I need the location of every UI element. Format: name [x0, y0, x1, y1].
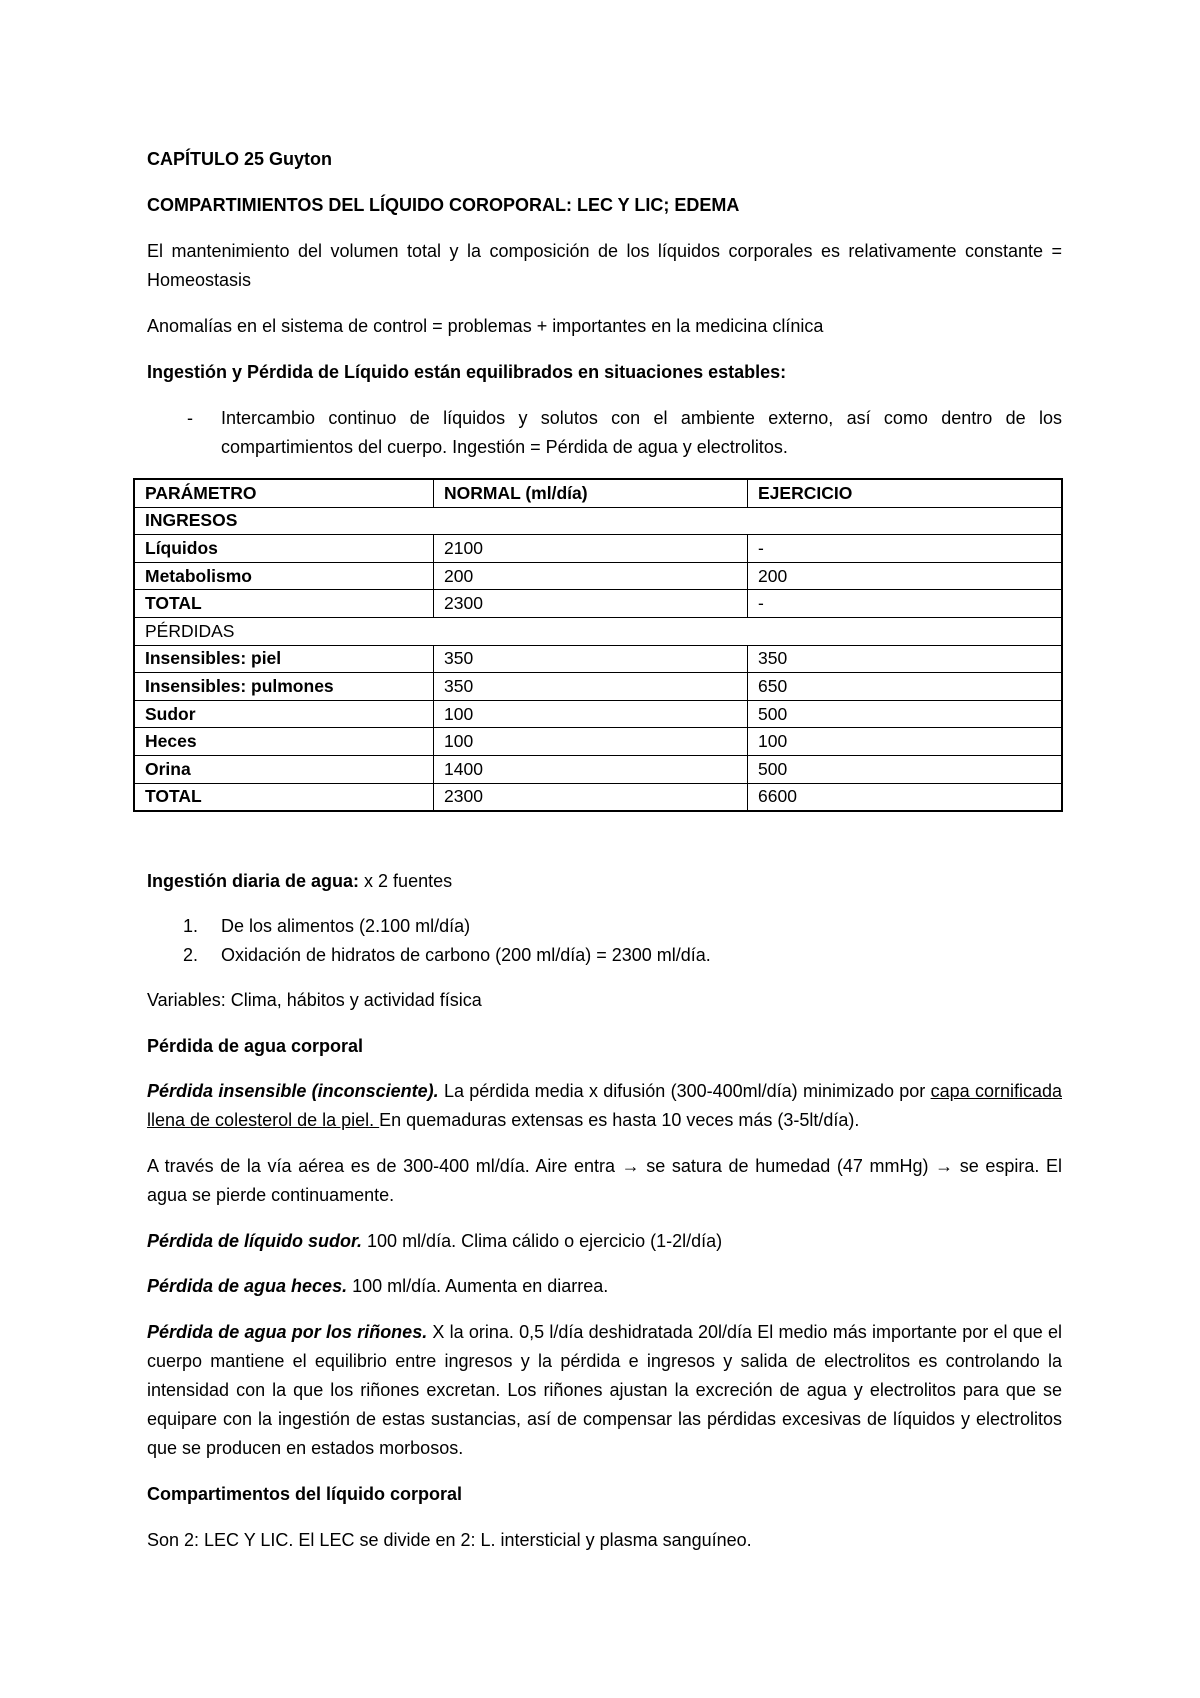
rinones-text: X la orina. 0,5 l/día deshidratada 20l/día El medio más importante por el que el cuerpo mantiene el equilibrio entre ingresos y la pérdida e ingresos y salida de electrolitos es controlando la intensidad con la que los riñones excretan. Los riñones ajustan la excreción de agua y electrolitos para que se equipare con la ingestión de estas sustancias, así de compensar las pérdidas excesivas de líquidos y electrolitos que se producen en estados morbosos.	[147, 1322, 1062, 1458]
insensible-text-2: En quemaduras extensas es hasta 10 veces más (3-5lt/día).	[379, 1110, 860, 1130]
table-row	[134, 645, 1062, 673]
row-normal: 2300	[434, 783, 748, 811]
list-number: 2.	[183, 945, 199, 965]
table-row	[134, 673, 1062, 701]
row-normal: 350	[434, 645, 748, 673]
row-ejercicio: 350	[748, 645, 1063, 673]
table-header: PARÁMETRO	[134, 479, 434, 507]
row-ejercicio: -	[748, 590, 1063, 618]
bullet-item: Intercambio continuo de líquidos y solutos con el ambiente externo, así como dentro de los compartimientos del cuerpo. Ingestión = Pérdida de agua y electrolitos.	[221, 408, 1062, 457]
row-normal: 2100	[434, 535, 748, 563]
row-label: TOTAL	[134, 590, 434, 618]
row-normal: 2300	[434, 590, 748, 618]
insensible-label: Pérdida insensible (inconsciente).	[147, 1081, 439, 1101]
row-ejercicio: 100	[748, 728, 1063, 756]
chapter-heading: CAPÍTULO 25 Guyton	[147, 149, 333, 169]
row-normal: 350	[434, 673, 748, 701]
rinones-label: Pérdida de agua por los riñones.	[147, 1322, 428, 1342]
row-label: Insensibles: piel	[134, 645, 434, 673]
anomalies-paragraph: Anomalías en el sistema de control = problemas + importantes en la medicina clínica	[147, 316, 824, 336]
via-aerea-paragraph: A través de la vía aérea es de 300-400 ml/día. Aire entra → se satura de humedad (47 mmHg) → se espira. El agua se pierde continuamente.	[147, 1156, 1062, 1205]
table-row	[134, 728, 1062, 756]
row-normal: 1400	[434, 755, 748, 783]
insensible-paragraph	[147, 1077, 1062, 1135]
row-ejercicio: 6600	[748, 783, 1063, 811]
perdida-heading: Pérdida de agua corporal	[147, 1036, 364, 1056]
table-row	[134, 590, 1062, 618]
row-ejercicio: -	[748, 535, 1063, 563]
table-row	[134, 755, 1062, 783]
row-normal: 100	[434, 728, 748, 756]
row-ejercicio: 200	[748, 562, 1063, 590]
row-normal: 100	[434, 700, 748, 728]
intro-paragraph: El mantenimiento del volumen total y la composición de los líquidos corporales es relativamente constante = Homeostasis	[147, 241, 1062, 290]
diaria-text: x 2 fuentes	[359, 871, 453, 891]
compartimentos-paragraph: Son 2: LEC Y LIC. El LEC se divide en 2: L. intersticial y plasma sanguíneo.	[147, 1530, 752, 1550]
document-title: COMPARTIMIENTOS DEL LÍQUIDO COROPORAL: LEC Y LIC; EDEMA	[147, 195, 740, 215]
heces-label: Pérdida de agua heces.	[147, 1276, 348, 1296]
table-row	[134, 783, 1062, 811]
row-label: TOTAL	[134, 783, 434, 811]
row-label: Insensibles: pulmones	[134, 673, 434, 701]
row-ejercicio: 500	[748, 755, 1063, 783]
sudor-paragraph	[147, 1227, 1062, 1256]
section-perdidas: PÉRDIDAS	[134, 617, 1062, 645]
compartimentos-heading: Compartimentos del líquido corporal	[147, 1484, 463, 1504]
table-header-row	[134, 479, 1062, 507]
bullet-dash: -	[187, 408, 193, 428]
list-text: De los alimentos (2.100 ml/día)	[221, 916, 471, 936]
diaria-label: Ingestión diaria de agua:	[147, 871, 360, 891]
row-label: Orina	[134, 755, 434, 783]
row-normal: 200	[434, 562, 748, 590]
table-row	[134, 535, 1062, 563]
rinones-paragraph	[147, 1318, 1062, 1463]
row-label: Heces	[134, 728, 434, 756]
sudor-text: 100 ml/día. Clima cálido o ejercicio (1-2l/día)	[362, 1231, 723, 1251]
sudor-label: Pérdida de líquido sudor.	[147, 1231, 363, 1251]
diaria-paragraph	[147, 867, 1062, 896]
table-header: EJERCICIO	[748, 479, 1063, 507]
table-header: NORMAL (ml/día)	[434, 479, 748, 507]
list-text: Oxidación de hidratos de carbono (200 ml/día) = 2300 ml/día.	[221, 945, 711, 965]
table-row	[134, 562, 1062, 590]
insensible-underlined: capa cornificada llena de colesterol de la piel.	[147, 1081, 1062, 1130]
row-ejercicio: 500	[748, 700, 1063, 728]
list-number: 1.	[183, 916, 199, 936]
table-row	[134, 700, 1062, 728]
section-ingresos: INGRESOS	[134, 507, 1062, 535]
fluid-balance-table	[133, 478, 1063, 812]
heces-text: 100 ml/día. Aumenta en diarrea.	[347, 1276, 609, 1296]
row-label: Sudor	[134, 700, 434, 728]
variables-paragraph: Variables: Clima, hábitos y actividad física	[147, 990, 482, 1010]
insensible-text: La pérdida media x difusión (300-400ml/día) minimizado por	[438, 1081, 931, 1101]
ingestion-heading: Ingestión y Pérdida de Líquido están equilibrados en situaciones estables:	[147, 362, 787, 382]
row-label: Metabolismo	[134, 562, 434, 590]
row-label: Líquidos	[134, 535, 434, 563]
table-section-row	[134, 507, 1062, 535]
heces-paragraph	[147, 1272, 1062, 1301]
row-ejercicio: 650	[748, 673, 1063, 701]
table-section-row	[134, 617, 1062, 645]
